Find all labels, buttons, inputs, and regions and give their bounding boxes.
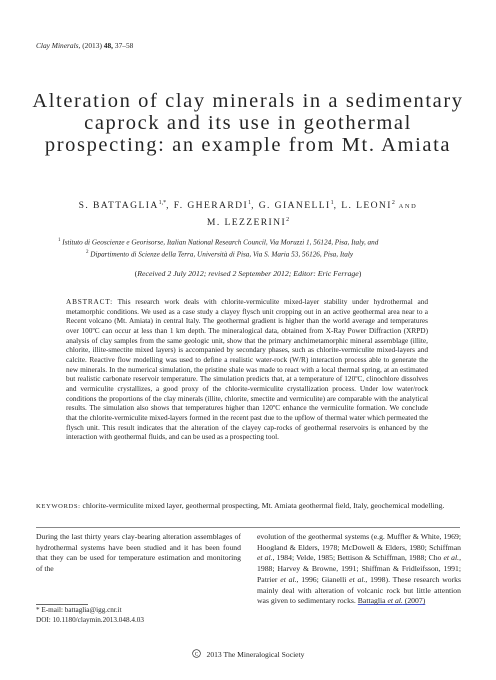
keywords-label: KEYWORDS: (36, 503, 81, 510)
section-divider (36, 527, 460, 528)
author-affiliation-mark: 2 (391, 200, 395, 206)
body-text: , 1984; Velde, 1985; Bettison & Schiffman, 1988; Cho (272, 553, 444, 563)
footnote-rule (36, 604, 88, 605)
body-column-right (257, 532, 461, 607)
body-text-italic: et al. (257, 553, 273, 563)
author-conjunction: AND (398, 203, 418, 211)
author-affiliation-mark: 1 (330, 200, 334, 206)
journal-citation (36, 41, 133, 50)
body-text: , 1988; Harvey & Browne, 1991; Shiffman & Fridleifsson, 1991; Patrier (257, 553, 461, 584)
body-text-italic: et al. (443, 553, 460, 563)
footnote-email: * E-mail: battaglia@igg.cnr.it (36, 606, 122, 614)
copyright-line (0, 649, 496, 659)
author-affiliation-mark: 1,* (158, 200, 167, 206)
body-text-italic: et al. (280, 574, 297, 584)
author-affiliation-mark: 1 (248, 200, 252, 206)
journal-pages: 37–58 (114, 41, 134, 50)
copyright-text: 2013 The Mineralogical Society (206, 650, 305, 659)
affiliations (58, 236, 448, 260)
affiliation-number: 1 (58, 238, 61, 243)
citation-link-text: (2007) (402, 596, 426, 606)
author-list: S. $BATTAGLIA^{1,*}$, F. GHERARDI$^1$, G. GIANELLI$^1$, L. LEONI$^2$ AND M. LEZZERINI$^2$ (78, 200, 418, 228)
body-text: evolution of the geothermal systems (e.g. Muffler & White, 1969; Hoogland & Elders, 1978; McDowell & Elders, 1980; Schiffman (257, 532, 461, 552)
author-name: F. GHERARDI (173, 200, 249, 212)
received-dates: (Received 2 July 2012; revised 2 September 2012; Editor: Eric Ferrage) (134, 269, 362, 278)
author-name: G. GIANELLI (258, 200, 331, 212)
citation-link-text: Battaglia (357, 596, 388, 606)
affiliation-1 (58, 236, 448, 248)
journal-volume: 48, (103, 41, 114, 50)
body-text: , 1998). These research works mainly deal with alteration of volcanic rock but little attention was given to sedimentary rocks. (257, 574, 461, 606)
journal-year: (2013) (82, 41, 102, 50)
affiliation-number: 2 (86, 250, 89, 256)
abstract (66, 297, 428, 442)
footnote-doi: DOI: 10.1180/claymin.2013.048.4.03 (36, 615, 144, 624)
author-name: L. LEONI (341, 200, 392, 212)
received-text: Received 2 July 2012; revised 2 September 2012; Editor: Eric Ferrage (137, 269, 359, 278)
footnote (36, 606, 241, 625)
body-text: , 1996; Gianelli (296, 574, 350, 584)
body-text-italic: et al. (349, 574, 366, 584)
svg-text:C: C (194, 651, 198, 658)
paper-title: Alteration of clay minerals in a sedimentary caprock and its use in geothermal prospecting: an example from Mt. Amiata (32, 90, 464, 156)
journal-name: Clay Minerals, (36, 41, 81, 50)
author-affiliation-mark: 2 (286, 216, 290, 223)
body-column-left: During the last thirty years clay-bearing alteration assemblages of hydrothermal systems have been studied and it has been found that they can be used for temperature estimation and monitoring of the (36, 532, 241, 574)
author-name: S. BATTAGLIA (78, 200, 159, 212)
abstract-label: ABSTRACT: (66, 297, 113, 306)
author-name: M. LEZZERINI (206, 216, 287, 228)
copyright-icon (192, 650, 203, 659)
keywords (36, 501, 460, 513)
abstract-text: This research work deals with chlorite-vermiculite mixed-layer stability under hydrothermal and metamorphic conditions. We used as a case study a clayey flysch unit cropping out in an active geothermal area near to a Recent volcano (Mt. Amiata) in central Italy. The geothermal gradient is higher than the world average and temperatures over 100ºC can occur at less than 1 km depth. The mineralogical data, obtained from X-Ray Power Diffraction (XRPD) analysis of clay samples from the same geologic unit, show that the primary anchimetamorphic mineral assemblage (illite, chlorite, illite-smectite mixed layers) is accompanied by secondary phases, such as chlorite-vermiculite mixed-layers and calcite. Reactive flow modelling was used to define a realistic water-rock (W/R) interaction process able to generate the new minerals. In the numerical simulation, the pristine shale was made to react with a local thermal spring, at an estimated but realistic carbonate reservoir temperature. The simulation predicts that, at a temperature of 120ºC, clinochlore dissolves and vermiculite crystallizes, a good proxy of the chlorite-vermiculite crystallization process. Under low water/rock conditions the proportions of the clay minerals (illite, chlorite, smectite and vermiculite) are comparable with the analytical results. The simulation also shows that temperatures higher than 120ºC enhance the vermiculite formation. We conclude that the chlorite-vermiculite mixed-layers formed in the recent past due to the upflow of thermal water which permeated the flysch unit. This result indicates that the alteration of the clayey cap-rocks of geothermal reservoirs is enhanced by the interaction with geothermal fluids, and can be used as a prospecting tool. (66, 297, 428, 442)
affiliation-text: Istituto di Geoscienze e Georisorse, Italian National Research Council, Via Moruzzi 1, 56124, Pisa, Italy, and (62, 238, 379, 247)
citation-link[interactable] (358, 596, 425, 605)
citation-link-italic: et al. (387, 596, 403, 606)
affiliation-2 (58, 248, 448, 260)
keywords-text: chlorite-vermiculite mixed layer, geothermal prospecting, Mt. Amiata geothermal field, Italy, geochemical modelling. (82, 501, 445, 510)
affiliation-text: Dipartimento di Scienze della Terra, Università di Pisa, Via S. Maria 53, 56126, Pisa, Italy (90, 250, 354, 259)
